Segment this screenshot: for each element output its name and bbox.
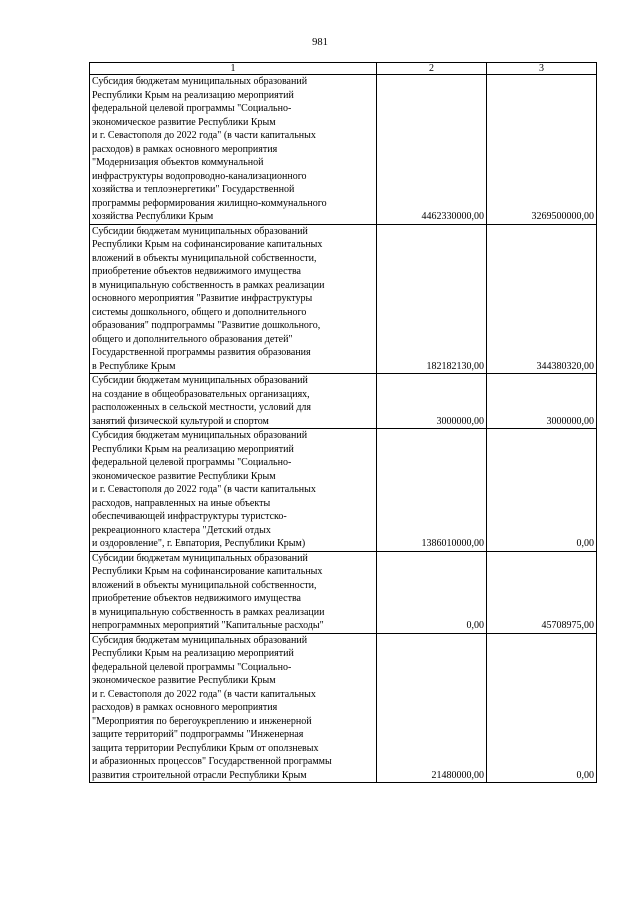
description-line: приобретение объектов недвижимого имущества <box>92 266 301 277</box>
table-row <box>90 551 597 633</box>
row-amount-col2: 21480000,00 <box>377 633 487 783</box>
header-cell-1: 1 <box>90 63 377 75</box>
description-line: приобретение объектов недвижимого имущества <box>92 593 301 604</box>
page-number: 981 <box>312 37 328 48</box>
row-description <box>90 75 377 225</box>
description-line: хозяйства и теплоэнергетики" Государственной <box>92 184 295 195</box>
row-amount-col3: 45708975,00 <box>487 551 597 633</box>
description-line: и г. Севастополя до 2022 года" (в части капитальных <box>92 484 316 495</box>
budget-table <box>89 62 597 783</box>
description-line: рекреационного кластера "Детский отдых <box>92 524 271 536</box>
description-line: Субсидии бюджетам муниципальных образований <box>92 375 308 386</box>
description-line: занятий физической культурой и спортом <box>92 415 269 427</box>
description-line: федеральной целевой программы "Социально- <box>92 103 292 114</box>
row-amount-col2: 0,00 <box>377 551 487 633</box>
header-cell-3: 3 <box>487 63 597 75</box>
description-line: федеральной целевой программы "Социально- <box>92 457 292 468</box>
description-line: расходов) в рамках основного мероприятия <box>92 143 278 155</box>
description-line: расходов) в рамках основного мероприятия <box>92 702 278 713</box>
description-line: основного мероприятия "Развитие инфраструктуры <box>92 293 313 304</box>
description-line: федеральной целевой программы "Социально- <box>92 661 292 673</box>
row-description <box>90 633 377 783</box>
row-amount-col2: 4462330000,00 <box>377 75 487 225</box>
description-line: обеспечивающей инфраструктуры туристско- <box>92 511 287 522</box>
table-row <box>90 429 597 552</box>
description-line: непрограммных мероприятий "Капитальные расходы" <box>92 620 324 631</box>
description-line: Субсидия бюджетам муниципальных образований <box>92 430 308 441</box>
description-line: инфраструктуры водопроводно-канализационного <box>92 170 307 182</box>
row-amount-col3: 344380320,00 <box>487 224 597 374</box>
description-line: Субсидии бюджетам муниципальных образований <box>92 552 308 564</box>
description-line: Республики Крым на софинансирование капитальных <box>92 239 323 250</box>
row-amount-col2: 182182130,00 <box>377 224 487 374</box>
row-amount-col3: 0,00 <box>487 633 597 783</box>
description-line: в муниципальную собственность в рамках реализации <box>92 606 325 618</box>
description-line: расположенных в сельской местности, условий для <box>92 402 312 413</box>
description-line: вложений в объекты муниципальной собственности, <box>92 579 317 591</box>
description-line: и абразионных процессов" Государственной программы <box>92 756 332 767</box>
description-line: системы дошкольного, общего и дополнительного <box>92 306 307 318</box>
row-description <box>90 429 377 552</box>
description-line: Республики Крым на реализацию мероприятий <box>92 648 294 659</box>
description-line: Республики Крым на софинансирование капитальных <box>92 566 323 577</box>
description-line: общего и дополнительного образования детей" <box>92 333 293 345</box>
description-line: защита территории Республики Крым от оползневых <box>92 742 319 754</box>
description-line: хозяйства Республики Крым <box>92 211 214 222</box>
header-cell-2: 2 <box>377 63 487 75</box>
table-row <box>90 633 597 783</box>
header-row <box>90 63 597 75</box>
description-line: развития строительной отрасли Республики Крым <box>92 769 307 781</box>
description-line: расходов, направленных на иные объекты <box>92 497 271 509</box>
row-description <box>90 224 377 374</box>
description-line: на создание в общеобразовательных организациях, <box>92 388 310 400</box>
table-row <box>90 374 597 429</box>
description-line: Республики Крым на реализацию мероприятий <box>92 89 294 101</box>
description-line: "Модернизация объектов коммунальной <box>92 157 264 168</box>
description-line: Государственной программы развития образования <box>92 347 311 358</box>
row-description <box>90 551 377 633</box>
description-line: Субсидии бюджетам муниципальных образований <box>92 225 308 237</box>
description-line: Субсидия бюджетам муниципальных образований <box>92 634 308 646</box>
description-line: и оздоровление", г. Евпатория, Республики Крым) <box>92 538 306 549</box>
table-row <box>90 75 597 225</box>
description-line: защите территорий" подпрограммы "Инженерная <box>92 729 304 740</box>
description-line: в Республике Крым <box>92 360 176 372</box>
row-amount-col2: 1386010000,00 <box>377 429 487 552</box>
row-amount-col3: 3000000,00 <box>487 374 597 429</box>
row-description <box>90 374 377 429</box>
description-line: и г. Севастополя до 2022 года" (в части капитальных <box>92 130 316 141</box>
description-line: Республики Крым на реализацию мероприятий <box>92 443 294 455</box>
description-line: Субсидия бюджетам муниципальных образований <box>92 76 308 87</box>
table-row <box>90 224 597 374</box>
description-line: "Мероприятия по берегоукреплению и инженерной <box>92 715 312 727</box>
description-line: в муниципальную собственность в рамках реализации <box>92 279 325 291</box>
description-line: программы реформирования жилищно-коммунального <box>92 197 327 209</box>
row-amount-col2: 3000000,00 <box>377 374 487 429</box>
description-line: вложений в объекты муниципальной собственности, <box>92 252 317 264</box>
description-line: экономическое развитие Республики Крым <box>92 470 276 482</box>
row-amount-col3: 0,00 <box>487 429 597 552</box>
description-line: образования" подпрограммы "Развитие дошкольного, <box>92 320 321 331</box>
description-line: и г. Севастополя до 2022 года" (в части капитальных <box>92 688 316 700</box>
row-amount-col3: 3269500000,00 <box>487 75 597 225</box>
description-line: экономическое развитие Республики Крым <box>92 675 276 686</box>
description-line: экономическое развитие Республики Крым <box>92 116 276 128</box>
